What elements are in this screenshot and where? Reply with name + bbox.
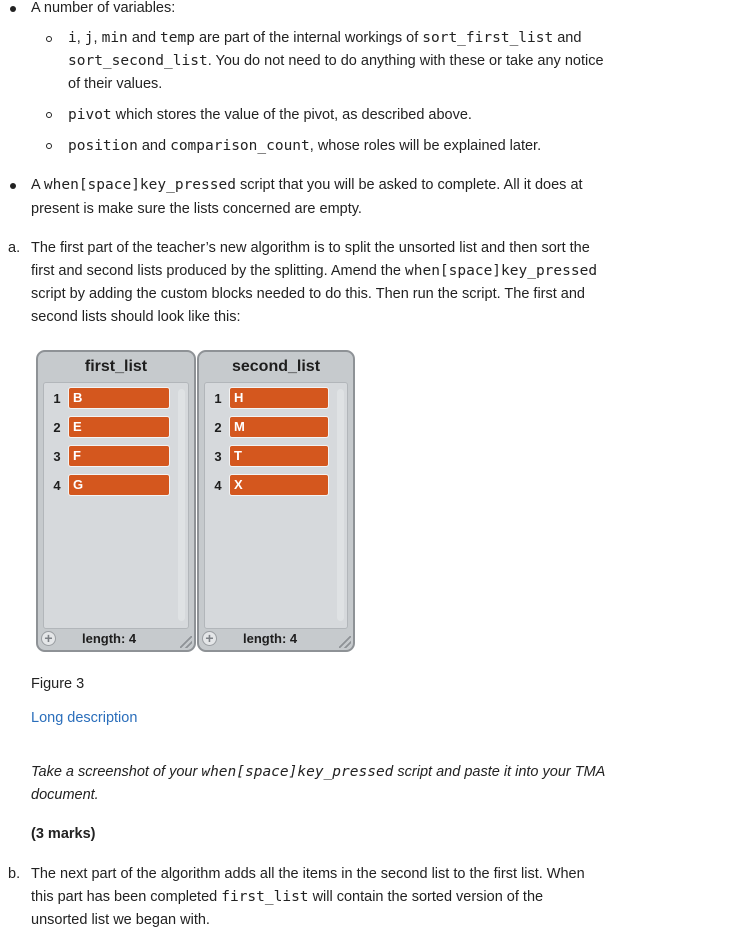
text: , — [76, 30, 85, 46]
text: and — [553, 30, 582, 46]
part-a-line-3: script by adding the custom blocks needed to do this. Then run the script. The first and — [31, 286, 585, 302]
sub-bullet-circle — [46, 143, 52, 149]
bullet-dot — [10, 183, 16, 189]
sub-bullet-2 — [68, 104, 472, 127]
code-i: i — [68, 30, 77, 46]
list-item — [205, 387, 347, 411]
part-a-line-2 — [31, 260, 597, 283]
sub-bullet-1-line-1 — [68, 27, 581, 50]
figure-caption: Figure 3 — [31, 676, 85, 692]
code-sort-second-list: sort_second_list — [68, 53, 208, 69]
list-cell[interactable]: X — [229, 474, 329, 496]
text: and — [137, 138, 171, 154]
part-a-line-1: The first part of the teacher’s new algorithm is to split the unsorted list and then sort the — [31, 240, 590, 256]
instruction-line-1 — [31, 761, 605, 784]
code-first-list: first_list — [221, 889, 309, 905]
sub-bullet-circle — [46, 36, 52, 42]
list-item — [205, 445, 347, 469]
code-when-space-key-pressed: when[space]key_pressed — [43, 177, 236, 193]
list-index: 2 — [53, 420, 61, 435]
text: this part has been completed — [31, 889, 222, 905]
text: script and paste it into your TMA — [393, 764, 606, 780]
resize-handle-icon[interactable] — [339, 636, 351, 648]
sub-bullet-circle — [46, 112, 52, 118]
part-b-line-3: unsorted list we began with. — [31, 912, 210, 928]
code-j: j — [84, 30, 94, 46]
first-list-title: first_list — [84, 358, 148, 375]
list-index: 3 — [214, 449, 222, 464]
second-list-watcher — [197, 350, 355, 652]
list-index: 4 — [53, 478, 61, 493]
part-a-line-4: second lists should look like this: — [31, 309, 241, 325]
first-list-footer — [38, 631, 194, 649]
code-comparison-count: comparison_count — [170, 138, 310, 154]
list-index: 2 — [214, 420, 222, 435]
text: , — [93, 30, 102, 46]
long-description-link[interactable]: Long description — [31, 710, 138, 726]
code-when-space-key-pressed: when[space]key_pressed — [201, 764, 394, 780]
list-index: 4 — [214, 478, 222, 493]
code-sort-first-list: sort_first_list — [422, 30, 554, 46]
text: which stores the value of the pivot, as described above. — [111, 107, 472, 123]
list-cell[interactable]: T — [229, 445, 329, 467]
part-b-line-2 — [31, 886, 543, 909]
resize-handle-icon[interactable] — [180, 636, 192, 648]
text: . You do not need to do anything with these or take any notice — [207, 53, 604, 69]
add-item-icon[interactable]: + — [41, 631, 56, 646]
first-list-watcher — [36, 350, 196, 652]
second-list-length: length: 4 — [243, 631, 298, 646]
part-a-marker: a. — [8, 240, 21, 256]
script-bullet-line-2: present is make sure the lists concerned are empty. — [31, 201, 362, 217]
text: and — [127, 30, 161, 46]
second-list-title: second_list — [231, 358, 321, 375]
marks-label: (3 marks) — [31, 826, 96, 842]
first-list-length: length: 4 — [82, 631, 137, 646]
part-b-line-1: The next part of the algorithm adds all the items in the second list to the first list. When — [31, 866, 585, 882]
list-item — [44, 474, 188, 498]
list-item — [44, 387, 188, 411]
list-cell[interactable]: E — [68, 416, 170, 438]
text: Take a screenshot of your — [31, 764, 202, 780]
bullet-dot — [10, 6, 16, 12]
list-cell[interactable]: H — [229, 387, 329, 409]
text: script that you will be asked to complete. All it does at — [235, 177, 583, 193]
list-cell[interactable]: F — [68, 445, 170, 467]
list-item — [44, 416, 188, 440]
text: A — [31, 177, 44, 193]
sub-bullet-1-line-2 — [68, 50, 604, 73]
list-item — [44, 445, 188, 469]
part-b-marker: b. — [8, 866, 21, 882]
list-cell[interactable]: B — [68, 387, 170, 409]
text: first and second lists produced by the splitting. Amend the — [31, 263, 405, 279]
first-list-contents — [43, 382, 189, 629]
list-scrollbar[interactable] — [178, 389, 185, 621]
sub-bullet-3 — [68, 135, 541, 158]
code-pivot: pivot — [68, 107, 112, 123]
instruction-line-2: document. — [31, 787, 99, 803]
list-item — [205, 416, 347, 440]
code-position: position — [68, 138, 138, 154]
variables-intro: A number of variables: — [31, 0, 176, 16]
add-item-icon[interactable]: + — [202, 631, 217, 646]
text: are part of the internal workings of — [194, 30, 423, 46]
second-list-contents — [204, 382, 348, 629]
list-cell[interactable]: G — [68, 474, 170, 496]
list-index: 1 — [53, 391, 61, 406]
text: , whose roles will be explained later. — [309, 138, 542, 154]
list-scrollbar[interactable] — [337, 389, 344, 621]
text: will contain the sorted version of the — [308, 889, 544, 905]
list-item — [205, 474, 347, 498]
code-min: min — [101, 30, 128, 46]
sub-bullet-1-line-3: of their values. — [68, 76, 163, 92]
list-index: 3 — [53, 449, 61, 464]
code-when-space-key-pressed: when[space]key_pressed — [405, 263, 598, 279]
list-index: 1 — [214, 391, 222, 406]
script-bullet-line-1 — [31, 174, 583, 197]
code-temp: temp — [160, 30, 195, 46]
list-cell[interactable]: M — [229, 416, 329, 438]
second-list-footer — [199, 631, 353, 649]
